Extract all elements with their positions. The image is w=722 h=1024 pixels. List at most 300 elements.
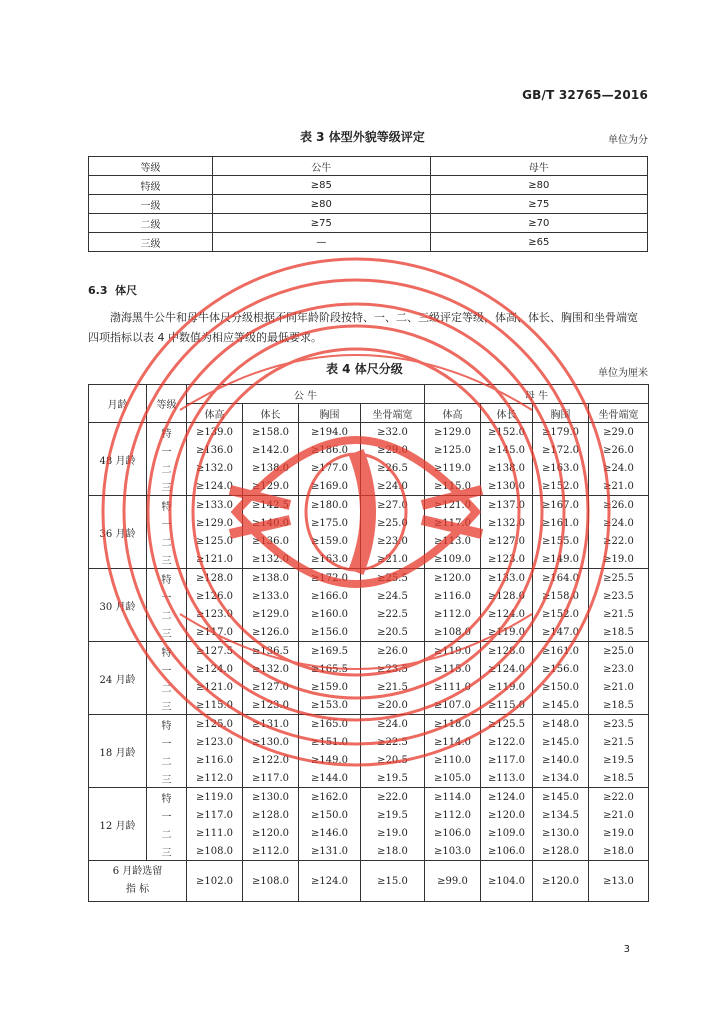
table4-value-cell: ≥131.0 <box>243 715 299 734</box>
table4-value-cell: ≥142.0 <box>243 441 299 459</box>
table4-value-cell: ≥114.0 <box>425 733 481 751</box>
table4-row <box>89 605 649 623</box>
table3-cell: ≥85 <box>213 176 430 195</box>
table4-value-cell: ≥179.0 <box>533 423 589 442</box>
table4-header-grade: 等级 <box>147 385 187 423</box>
table4-value-cell: ≥138.0 <box>481 459 533 477</box>
table4-grade-cell: 三 <box>147 769 187 788</box>
table4-age-cell: 30 月龄 <box>89 569 147 642</box>
table4-grade-cell: 二 <box>147 824 187 842</box>
table4-grade-cell: 特 <box>147 788 187 807</box>
table4-grade-cell: 特 <box>147 423 187 442</box>
table3-cell: 特级 <box>89 176 213 195</box>
table4-header-row-1 <box>89 385 649 404</box>
table4-grade-cell: 一 <box>147 806 187 824</box>
table4-value-cell: ≥24.0 <box>589 459 649 477</box>
body-paragraph: 渤海黑牛公牛和母牛体尺分级根据不同年龄阶段按特、一、二、三级评定等级，体高、体长、胸围和坐骨端宽四项指标以表 4 中数值为相应等级的最低要求。 <box>88 311 638 344</box>
table4-row <box>89 496 649 515</box>
section-title: 体尺 <box>115 284 138 297</box>
table4-measure-header: 体长 <box>243 404 299 423</box>
table4-value-cell: ≥129.0 <box>243 477 299 496</box>
table4-value-cell: ≥152.0 <box>533 477 589 496</box>
standard-number: GB/T 32765—2016 <box>522 88 648 102</box>
table4-value-cell: ≥117.0 <box>481 751 533 769</box>
table4-grade-cell: 一 <box>147 441 187 459</box>
table4-value-cell: ≥194.0 <box>299 423 361 442</box>
table4-value-cell: ≥128.0 <box>533 842 589 861</box>
table4-header-bull: 公 牛 <box>187 385 425 404</box>
table4-value-cell: ≥133.0 <box>481 569 533 588</box>
table4-value-cell: ≥25.0 <box>361 514 425 532</box>
table4-value-cell: ≥103.0 <box>425 842 481 861</box>
table4-caption: 表 4 体尺分级 <box>326 362 403 376</box>
table4-value-cell: ≥19.5 <box>589 751 649 769</box>
table4-value-cell: ≥139.0 <box>187 423 243 442</box>
table4-value-cell: ≥109.0 <box>481 824 533 842</box>
table4-value-cell: ≥125.0 <box>187 532 243 550</box>
table4-age-cell: 48 月龄 <box>89 423 147 496</box>
table4-value-cell: ≥138.0 <box>243 569 299 588</box>
table3-unit: 单位为分 <box>608 135 648 146</box>
table4-value-cell: ≥27.0 <box>361 496 425 515</box>
table4-value-cell: ≥150.0 <box>533 678 589 696</box>
table3-header-cell: 等级 <box>89 157 213 176</box>
table3-cell: ≥65 <box>430 233 647 252</box>
table4-value-cell: ≥123.0 <box>481 550 533 569</box>
table3-cell: 二级 <box>89 214 213 233</box>
table4-row <box>89 441 649 459</box>
table4-value-cell: ≥155.0 <box>533 532 589 550</box>
table4-value-cell: ≥20.5 <box>361 751 425 769</box>
table4-value-cell: ≥125.0 <box>187 715 243 734</box>
table4-value-cell: ≥25.5 <box>361 569 425 588</box>
table4-value-cell: ≥140.0 <box>533 751 589 769</box>
table4-value-cell: ≥145.0 <box>533 733 589 751</box>
table4-value-cell: ≥22.0 <box>361 788 425 807</box>
table4-value-cell: ≥129.0 <box>187 514 243 532</box>
table4-value-cell: ≥113.0 <box>425 532 481 550</box>
table4-value-cell: ≥32.0 <box>361 423 425 442</box>
table4-value-cell: ≥127.0 <box>481 532 533 550</box>
table4-value-cell: ≥128.0 <box>243 806 299 824</box>
table4-row <box>89 550 649 569</box>
table4-row <box>89 696 649 715</box>
table4-row <box>89 423 649 442</box>
section-number: 6.3 <box>88 284 108 297</box>
table4-value-cell: ≥128.0 <box>481 642 533 661</box>
table4-value-cell: ≥119.0 <box>481 678 533 696</box>
table4-body-size-grade <box>88 384 649 902</box>
table4-value-cell: ≥127.0 <box>243 678 299 696</box>
table4-measure-header: 体长 <box>481 404 533 423</box>
table4-value-cell: ≥152.0 <box>481 423 533 442</box>
table4-unit: 单位为厘米 <box>598 368 648 379</box>
table4-row <box>89 569 649 588</box>
table4-value-cell: ≥134.5 <box>533 806 589 824</box>
table4-value-cell: ≥111.0 <box>425 678 481 696</box>
table4-value-cell: ≥167.0 <box>533 496 589 515</box>
table4-grade-cell: 三 <box>147 623 187 642</box>
table4-value-cell: ≥132.0 <box>481 514 533 532</box>
table4-value-cell: ≥115.0 <box>481 696 533 715</box>
table4-selection-row <box>89 861 649 902</box>
table4-value-cell: ≥117.0 <box>187 623 243 642</box>
table4-value-cell: ≥133.0 <box>187 496 243 515</box>
table4-value-cell: ≥137.0 <box>481 496 533 515</box>
table4-value-cell: ≥145.0 <box>533 788 589 807</box>
table4-value-cell: ≥162.0 <box>299 788 361 807</box>
table4-grade-cell: 特 <box>147 715 187 734</box>
table4-value-cell: ≥156.0 <box>299 623 361 642</box>
table4-value-cell: ≥177.0 <box>299 459 361 477</box>
table4-value-cell: ≥21.0 <box>589 806 649 824</box>
table4-row <box>89 660 649 678</box>
table4-value-cell: ≥124.0 <box>481 788 533 807</box>
table4-value-cell: ≥122.0 <box>243 751 299 769</box>
table4-value-cell: ≥156.0 <box>533 660 589 678</box>
table4-value-cell: ≥21.5 <box>361 678 425 696</box>
selection-label-line1: 6 月龄选留 <box>112 866 163 877</box>
table4-value-cell: ≥134.0 <box>533 769 589 788</box>
table4-value-cell: ≥152.0 <box>533 605 589 623</box>
table4-age-cell: 36 月龄 <box>89 496 147 569</box>
table4-value-cell: ≥23.0 <box>361 532 425 550</box>
table4-value-cell: ≥23.0 <box>589 660 649 678</box>
table4-value-cell: ≥19.5 <box>361 769 425 788</box>
table4-value-cell: ≥166.0 <box>299 587 361 605</box>
section-heading <box>88 282 137 298</box>
table4-value-cell: ≥130.0 <box>533 824 589 842</box>
table4-value-cell: ≥29.0 <box>589 423 649 442</box>
table4-value-cell: ≥18.0 <box>361 842 425 861</box>
table3-cell: 三级 <box>89 233 213 252</box>
table4-grade-cell: 二 <box>147 532 187 550</box>
table4-value-cell: ≥159.0 <box>299 678 361 696</box>
table4-value-cell: ≥22.0 <box>589 532 649 550</box>
table4-measure-header: 体高 <box>187 404 243 423</box>
table4-selection-value: ≥104.0 <box>481 861 533 902</box>
table4-selection-label <box>89 861 187 902</box>
table4-value-cell: ≥145.0 <box>481 441 533 459</box>
table4-row <box>89 788 649 807</box>
table4-value-cell: ≥26.0 <box>589 441 649 459</box>
table4-value-cell: ≥164.0 <box>533 569 589 588</box>
table4-value-cell: ≥153.0 <box>299 696 361 715</box>
table4-value-cell: ≥130.0 <box>481 477 533 496</box>
table4-grade-cell: 三 <box>147 842 187 861</box>
table4-value-cell: ≥128.0 <box>187 569 243 588</box>
table4-grade-cell: 二 <box>147 459 187 477</box>
table4-value-cell: ≥158.0 <box>243 423 299 442</box>
table4-header-age: 月龄 <box>89 385 147 423</box>
table3-row <box>89 195 648 214</box>
table4-value-cell: ≥124.0 <box>481 660 533 678</box>
table3-cell: — <box>213 233 430 252</box>
table4-value-cell: ≥107.0 <box>425 696 481 715</box>
table4-value-cell: ≥165.0 <box>299 715 361 734</box>
table4-measure-header: 体高 <box>425 404 481 423</box>
table4-value-cell: ≥113.0 <box>481 769 533 788</box>
table4-value-cell: ≥142.5 <box>243 496 299 515</box>
table4-value-cell: ≥159.0 <box>299 532 361 550</box>
table4-row <box>89 769 649 788</box>
table4-value-cell: ≥115.0 <box>425 660 481 678</box>
table4-value-cell: ≥18.5 <box>589 769 649 788</box>
table4-value-cell: ≥169.0 <box>299 477 361 496</box>
table4-selection-value: ≥124.0 <box>299 861 361 902</box>
table4-value-cell: ≥138.0 <box>243 459 299 477</box>
table4-value-cell: ≥19.5 <box>361 806 425 824</box>
table4-value-cell: ≥123.0 <box>243 696 299 715</box>
table4-value-cell: ≥165.5 <box>299 660 361 678</box>
table4-grade-cell: 特 <box>147 569 187 588</box>
table4-value-cell: ≥172.0 <box>299 569 361 588</box>
table4-value-cell: ≥108.0 <box>425 623 481 642</box>
table4-value-cell: ≥116.0 <box>187 751 243 769</box>
table4-grade-cell: 二 <box>147 678 187 696</box>
table4-grade-cell: 三 <box>147 550 187 569</box>
table4-value-cell: ≥119.0 <box>481 623 533 642</box>
table4-value-cell: ≥129.0 <box>243 605 299 623</box>
table4-value-cell: ≥146.0 <box>299 824 361 842</box>
table4-value-cell: ≥136.0 <box>187 441 243 459</box>
table4-value-cell: ≥106.0 <box>425 824 481 842</box>
table4-value-cell: ≥120.0 <box>243 824 299 842</box>
table3-header-row <box>89 157 648 176</box>
table3-header-cell: 母牛 <box>430 157 647 176</box>
table4-value-cell: ≥123.0 <box>187 733 243 751</box>
table4-measure-header: 胸围 <box>533 404 589 423</box>
table4-value-cell: ≥109.0 <box>425 550 481 569</box>
table4-value-cell: ≥22.0 <box>589 788 649 807</box>
table4-age-cell: 12 月龄 <box>89 788 147 861</box>
table4-value-cell: ≥172.0 <box>533 441 589 459</box>
table4-value-cell: ≥117.0 <box>425 514 481 532</box>
table4-value-cell: ≥136.5 <box>243 642 299 661</box>
table4-selection-value: ≥15.0 <box>361 861 425 902</box>
table3-cell: ≥70 <box>430 214 647 233</box>
table4-value-cell: ≥26.5 <box>361 459 425 477</box>
table4-value-cell: ≥19.0 <box>589 824 649 842</box>
table3-cell: ≥80 <box>430 176 647 195</box>
table4-value-cell: ≥112.0 <box>243 842 299 861</box>
table4-value-cell: ≥25.0 <box>589 642 649 661</box>
table4-value-cell: ≥21.0 <box>589 477 649 496</box>
table4-value-cell: ≥108.0 <box>187 842 243 861</box>
table4-value-cell: ≥18.0 <box>589 842 649 861</box>
table3-caption: 表 3 体型外貌等级评定 <box>300 130 425 144</box>
table4-row <box>89 678 649 696</box>
table4-value-cell: ≥120.0 <box>481 806 533 824</box>
table4-row <box>89 733 649 751</box>
table4-value-cell: ≥21.5 <box>589 605 649 623</box>
table4-value-cell: ≥26.0 <box>589 496 649 515</box>
table3-cell: ≥75 <box>213 214 430 233</box>
table4-value-cell: ≥111.0 <box>187 824 243 842</box>
table4-value-cell: ≥119.0 <box>425 642 481 661</box>
table4-grade-cell: 一 <box>147 514 187 532</box>
table4-grade-cell: 一 <box>147 733 187 751</box>
table4-value-cell: ≥149.0 <box>533 550 589 569</box>
table4-value-cell: ≥23.5 <box>361 660 425 678</box>
table4-value-cell: ≥23.5 <box>589 715 649 734</box>
table4-value-cell: ≥114.0 <box>425 788 481 807</box>
table4-value-cell: ≥112.0 <box>425 605 481 623</box>
table4-value-cell: ≥21.0 <box>361 550 425 569</box>
table4-value-cell: ≥125.5 <box>481 715 533 734</box>
table4-row <box>89 459 649 477</box>
table4-value-cell: ≥124.0 <box>187 477 243 496</box>
table4-measure-header: 坐骨端宽 <box>361 404 425 423</box>
table4-value-cell: ≥112.0 <box>187 769 243 788</box>
table4-value-cell: ≥123.0 <box>187 605 243 623</box>
table4-value-cell: ≥169.5 <box>299 642 361 661</box>
table4-value-cell: ≥126.0 <box>187 587 243 605</box>
table4-value-cell: ≥161.0 <box>533 514 589 532</box>
table4-value-cell: ≥147.0 <box>533 623 589 642</box>
table4-selection-value: ≥102.0 <box>187 861 243 902</box>
table4-value-cell: ≥150.0 <box>299 806 361 824</box>
table4-value-cell: ≥163.0 <box>533 459 589 477</box>
table4-value-cell: ≥124.0 <box>481 605 533 623</box>
table4-value-cell: ≥151.0 <box>299 733 361 751</box>
table4-value-cell: ≥110.0 <box>425 751 481 769</box>
table4-value-cell: ≥121.0 <box>187 550 243 569</box>
table4-grade-cell: 一 <box>147 587 187 605</box>
table3-cell: ≥75 <box>430 195 647 214</box>
table4-selection-value: ≥108.0 <box>243 861 299 902</box>
table3-row <box>89 233 648 252</box>
table4-value-cell: ≥22.5 <box>361 605 425 623</box>
table4-value-cell: ≥19.0 <box>589 550 649 569</box>
table3-appearance-grade <box>88 156 648 252</box>
table4-value-cell: ≥117.0 <box>243 769 299 788</box>
table4-value-cell: ≥23.5 <box>589 587 649 605</box>
table4-row <box>89 587 649 605</box>
table4-row <box>89 532 649 550</box>
table4-value-cell: ≥128.0 <box>481 587 533 605</box>
table4-value-cell: ≥21.5 <box>589 733 649 751</box>
table4-value-cell: ≥133.0 <box>243 587 299 605</box>
table4-value-cell: ≥120.0 <box>425 569 481 588</box>
table4-row <box>89 824 649 842</box>
table4-row <box>89 715 649 734</box>
table4-value-cell: ≥20.0 <box>361 696 425 715</box>
table4-value-cell: ≥124.0 <box>187 660 243 678</box>
table4-measure-header: 胸围 <box>299 404 361 423</box>
table4-value-cell: ≥24.0 <box>361 715 425 734</box>
table3-cell: 一级 <box>89 195 213 214</box>
table4-value-cell: ≥127.5 <box>187 642 243 661</box>
table4-value-cell: ≥24.0 <box>361 477 425 496</box>
table4-value-cell: ≥18.5 <box>589 696 649 715</box>
table4-value-cell: ≥117.0 <box>187 806 243 824</box>
table4-value-cell: ≥119.0 <box>425 459 481 477</box>
table3-row <box>89 176 648 195</box>
table4-value-cell: ≥149.0 <box>299 751 361 769</box>
table4-value-cell: ≥115.0 <box>425 477 481 496</box>
table4-grade-cell: 二 <box>147 751 187 769</box>
table4-measure-header: 坐骨端宽 <box>589 404 649 423</box>
table4-row <box>89 842 649 861</box>
table4-value-cell: ≥24.0 <box>589 514 649 532</box>
table4-selection-value: ≥120.0 <box>533 861 589 902</box>
table4-header-cow: 母 牛 <box>425 385 649 404</box>
table4-value-cell: ≥161.0 <box>533 642 589 661</box>
table4-value-cell: ≥132.0 <box>243 550 299 569</box>
table4-grade-cell: 三 <box>147 477 187 496</box>
table4-value-cell: ≥125.0 <box>425 441 481 459</box>
table4-value-cell: ≥130.0 <box>243 733 299 751</box>
table4-row <box>89 477 649 496</box>
table4-grade-cell: 特 <box>147 642 187 661</box>
table4-value-cell: ≥136.0 <box>243 532 299 550</box>
table4-value-cell: ≥132.0 <box>187 459 243 477</box>
table4-row <box>89 751 649 769</box>
table4-grade-cell: 三 <box>147 696 187 715</box>
table4-value-cell: ≥29.0 <box>361 441 425 459</box>
table4-value-cell: ≥18.5 <box>589 623 649 642</box>
table4-value-cell: ≥21.0 <box>589 678 649 696</box>
table4-value-cell: ≥148.0 <box>533 715 589 734</box>
table4-value-cell: ≥131.0 <box>299 842 361 861</box>
table4-value-cell: ≥119.0 <box>187 788 243 807</box>
table4-value-cell: ≥145.0 <box>533 696 589 715</box>
table4-age-cell: 24 月龄 <box>89 642 147 715</box>
table4-grade-cell: 二 <box>147 605 187 623</box>
table4-value-cell: ≥130.0 <box>243 788 299 807</box>
table4-value-cell: ≥106.0 <box>481 842 533 861</box>
table4-grade-cell: 一 <box>147 660 187 678</box>
table4-row <box>89 642 649 661</box>
table4-selection-value: ≥99.0 <box>425 861 481 902</box>
table4-value-cell: ≥20.5 <box>361 623 425 642</box>
table4-value-cell: ≥105.0 <box>425 769 481 788</box>
table4-grade-cell: 特 <box>147 496 187 515</box>
table4-value-cell: ≥160.0 <box>299 605 361 623</box>
table4-value-cell: ≥175.0 <box>299 514 361 532</box>
table4-value-cell: ≥25.5 <box>589 569 649 588</box>
page-number: 3 <box>623 944 630 955</box>
table4-value-cell: ≥129.0 <box>425 423 481 442</box>
table4-selection-value: ≥13.0 <box>589 861 649 902</box>
table4-age-cell: 18 月龄 <box>89 715 147 788</box>
table4-value-cell: ≥112.0 <box>425 806 481 824</box>
table4-value-cell: ≥121.0 <box>425 496 481 515</box>
table4-value-cell: ≥126.0 <box>243 623 299 642</box>
table4-value-cell: ≥118.0 <box>425 715 481 734</box>
table3-cell: ≥80 <box>213 195 430 214</box>
table4-value-cell: ≥144.0 <box>299 769 361 788</box>
table4-value-cell: ≥122.0 <box>481 733 533 751</box>
table4-row <box>89 514 649 532</box>
table4-value-cell: ≥132.0 <box>243 660 299 678</box>
selection-label-line2: 指 标 <box>125 884 150 895</box>
table4-value-cell: ≥19.0 <box>361 824 425 842</box>
table4-value-cell: ≥186.0 <box>299 441 361 459</box>
table4-value-cell: ≥180.0 <box>299 496 361 515</box>
table4-value-cell: ≥24.5 <box>361 587 425 605</box>
table4-row <box>89 806 649 824</box>
table4-value-cell: ≥22.5 <box>361 733 425 751</box>
table4-value-cell: ≥116.0 <box>425 587 481 605</box>
table4-value-cell: ≥158.0 <box>533 587 589 605</box>
table4-value-cell: ≥163.0 <box>299 550 361 569</box>
table3-row <box>89 214 648 233</box>
table4-row <box>89 623 649 642</box>
table3-header-cell: 公牛 <box>213 157 430 176</box>
table4-value-cell: ≥121.0 <box>187 678 243 696</box>
